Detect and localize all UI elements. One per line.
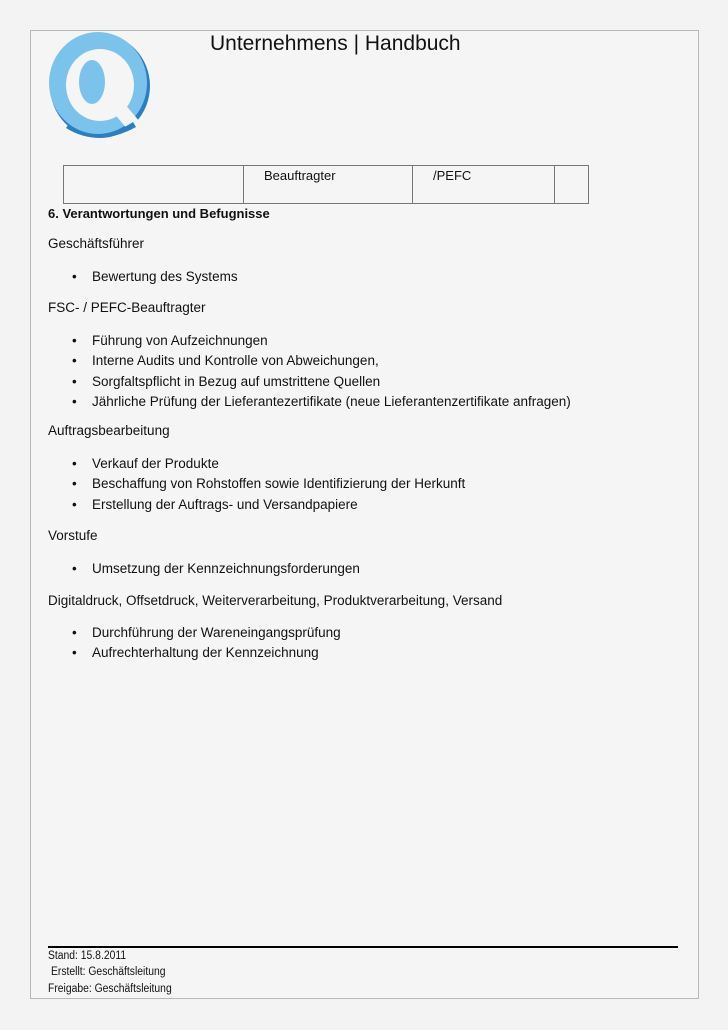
- header-cell: Beauftragter: [244, 166, 413, 204]
- header-table: [63, 165, 589, 204]
- bullet-list: [48, 559, 360, 579]
- company-q-logo: [48, 30, 153, 140]
- list-item: • Führung von Aufzeichnungen: [48, 331, 571, 351]
- list-item: • Aufrechterhaltung der Kennzeichnung: [48, 643, 341, 663]
- list-item: • Durchführung der Wareneingangsprüfung: [48, 623, 341, 643]
- footer-stand: Stand: 15.8.2011: [48, 950, 127, 962]
- section-heading: 6. Verantwortungen und Befugnisse: [48, 206, 270, 221]
- document-title: Unternehmens | Handbuch: [210, 32, 461, 55]
- footer-freigabe: Freigabe: Geschäftsleitung: [48, 983, 172, 995]
- list-item: • Jährliche Prüfung der Lieferantezertifikate (neue Lieferantenzertifikate anfragen): [48, 392, 571, 412]
- group-title: Vorstufe: [48, 528, 98, 543]
- bullet-list: [48, 454, 465, 515]
- list-item: • Bewertung des Systems: [48, 267, 238, 287]
- bullet-list: [48, 623, 341, 664]
- list-item: • Umsetzung der Kennzeichnungsforderungen: [48, 559, 360, 579]
- footer-erstellt: Erstellt: Geschäftsleitung: [51, 966, 166, 978]
- list-item: • Sorgfaltspflicht in Bezug auf umstrittene Quellen: [48, 372, 571, 392]
- group-title: Auftragsbearbeitung: [48, 423, 170, 438]
- list-item: • Verkauf der Produkte: [48, 454, 465, 474]
- group-title: Geschäftsführer: [48, 236, 145, 251]
- header-cell: [64, 166, 244, 204]
- list-item: • Erstellung der Auftrags- und Versandpapiere: [48, 495, 465, 515]
- list-item: • Beschaffung von Rohstoffen sowie Identifizierung der Herkunft: [48, 474, 465, 494]
- bullet-list: [48, 267, 238, 287]
- list-item: • Interne Audits und Kontrolle von Abweichungen,: [48, 351, 571, 371]
- group-title: FSC- / PEFC-Beauftragter: [48, 300, 206, 315]
- bullet-list: [48, 331, 571, 412]
- header-cell: [555, 166, 589, 204]
- header-cell: /PEFC: [413, 166, 555, 204]
- group-title: Digitaldruck, Offsetdruck, Weiterverarbeitung, Produktverarbeitung, Versand: [48, 593, 503, 608]
- footer-divider: [48, 946, 678, 948]
